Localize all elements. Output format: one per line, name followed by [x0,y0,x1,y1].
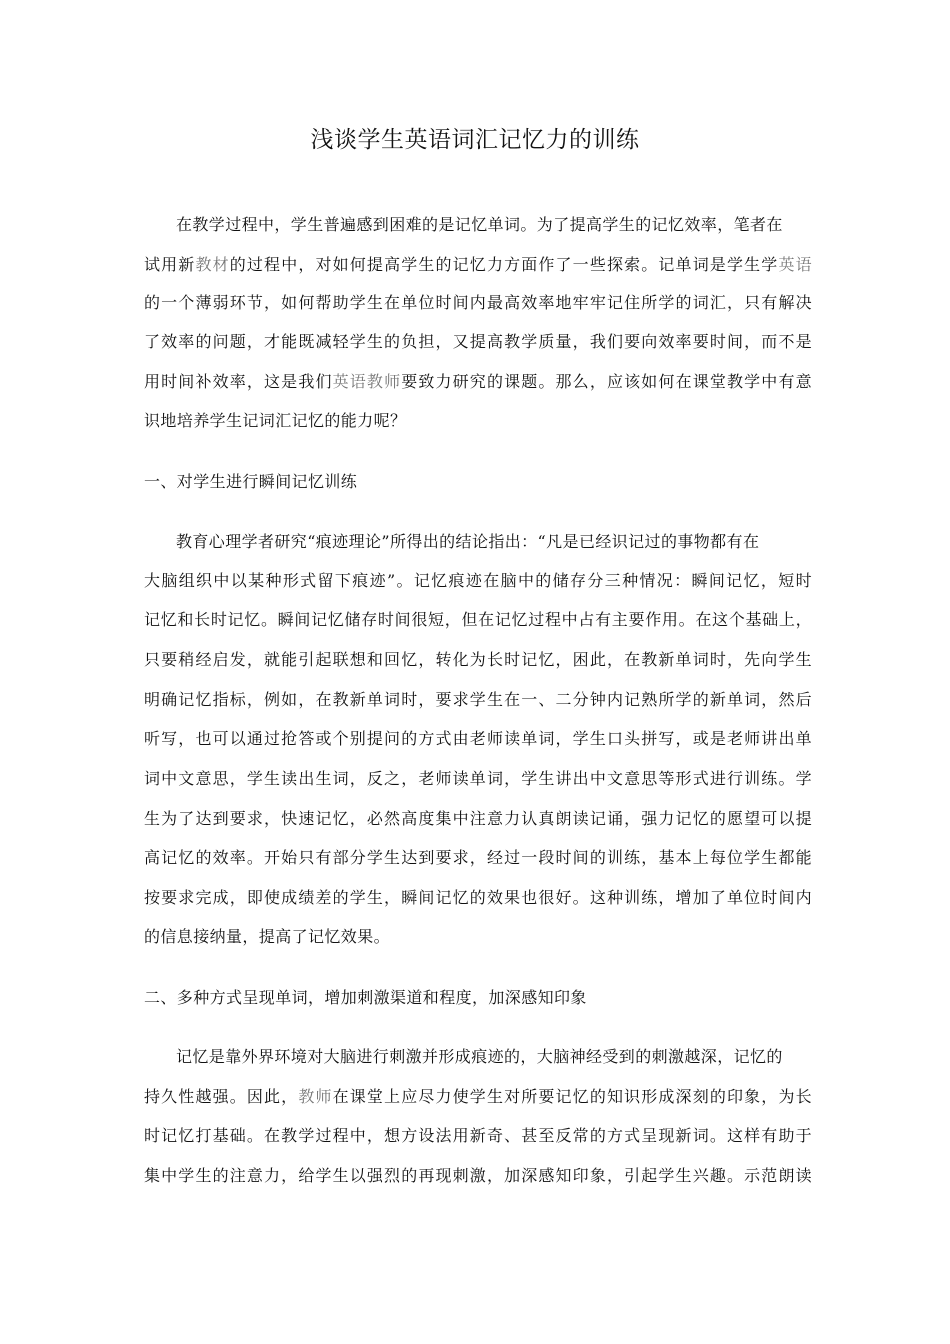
textbook-link[interactable]: 教材 [195,255,230,274]
section-2-line-1: 记忆是靠外界环境对大脑进行刺激并形成痕迹的，大脑神经受到的刺激越深，记忆的 [176,1047,783,1066]
section-1-line-8: 生为了达到要求，快速记忆，必然高度集中注意力认真朗读记诵，强力记忆的愿望可以提 [144,809,812,828]
intro-line-5 [144,370,812,394]
section-1-heading: 一、对学生进行瞬间记忆训练 [144,472,358,491]
section-1-line-5: 明确记忆指标，例如，在教新单词时，要求学生在一、二分钟内记熟所学的新单词，然后 [144,690,812,709]
section-1-line-4: 只要稍经启发，就能引起联想和回忆，转化为长时记忆，困此，在教新单词时，先向学生 [144,650,812,669]
section-2-heading: 二、多种方式呈现单词，增加刺激渠道和程度，加深感知印象 [144,988,587,1007]
intro-text: 要致力研究的课题。那么，应该如何在课堂教学中有意 [401,372,812,391]
section-2-line-4: 集中学生的注意力，给学生以强烈的再现刺激，加深感知印象，引起学生兴趣。示范朗读 [144,1166,812,1185]
section-2-text: 在课堂上应尽力使学生对所要记忆的知识形成深刻的印象，为长 [332,1087,812,1106]
section-2-line-3: 时记忆打基础。在教学过程中，想方设法用新奇、甚至反常的方式呈现新词。这样有助于 [144,1126,812,1145]
intro-line-6: 识地培养学生记词汇记忆的能力呢？ [144,411,407,430]
section-2-line-2 [144,1085,812,1109]
english-teacher-link[interactable]: 英语教师 [332,372,402,391]
section-1-line-10: 按要求完成，即使成绩差的学生，瞬间记忆的效果也很好。这种训练，增加了单位时间内 [144,888,812,907]
intro-line-2 [144,253,812,277]
intro-line-3: 的一个薄弱环节，如何帮助学生在单位时间内最高效率地牢牢记住所学的词汇，只有解决 [144,293,812,312]
intro-text: 用时间补效率，这是我们 [144,372,333,391]
intro-text: 的过程中，对如何提高学生的记忆力方面作了一些探索。记单词是学生学 [229,255,779,274]
section-2-text: 持久性越强。因此， [144,1087,299,1106]
document-title: 浅谈学生英语词汇记忆力的训练 [310,127,640,153]
section-1-line-6: 听写，也可以通过抢答或个别提问的方式由老师读单词，学生口头拼写，或是老师讲出单 [144,729,812,748]
section-1-line-1: 教育心理学者研究“痕迹理论”所得出的结论指出：“凡是已经识记过的事物都有在 [176,532,760,551]
section-1-line-7: 词中文意思，学生读出生词，反之，老师读单词，学生讲出中文意思等形式进行训练。学 [144,769,812,788]
intro-line-1: 在教学过程中，学生普遍感到困难的是记忆单词。为了提高学生的记忆效率，笔者在 [176,215,783,234]
english-link[interactable]: 英语 [778,255,812,274]
section-1-line-9: 高记忆的效率。开始只有部分学生达到要求，经过一段时间的训练，基本上每位学生都能 [144,848,812,867]
teacher-link[interactable]: 教师 [298,1087,333,1106]
intro-text: 试用新 [144,255,196,274]
section-1-line-11: 的信息接纳量，提高了记忆效果。 [144,927,391,946]
section-1-line-2: 大脑组织中以某种形式留下痕迹”。记忆痕迹在脑中的储存分三种情况：瞬间记忆，短时 [144,571,812,590]
section-1-line-3: 记忆和长时记忆。瞬间记忆储存时间很短，但在记忆过程中占有主要作用。在这个基础上， [144,610,812,629]
intro-line-4: 了效率的问题，才能既减轻学生的负担，又提高教学质量，我们要向效率要时间，而不是 [144,332,812,351]
